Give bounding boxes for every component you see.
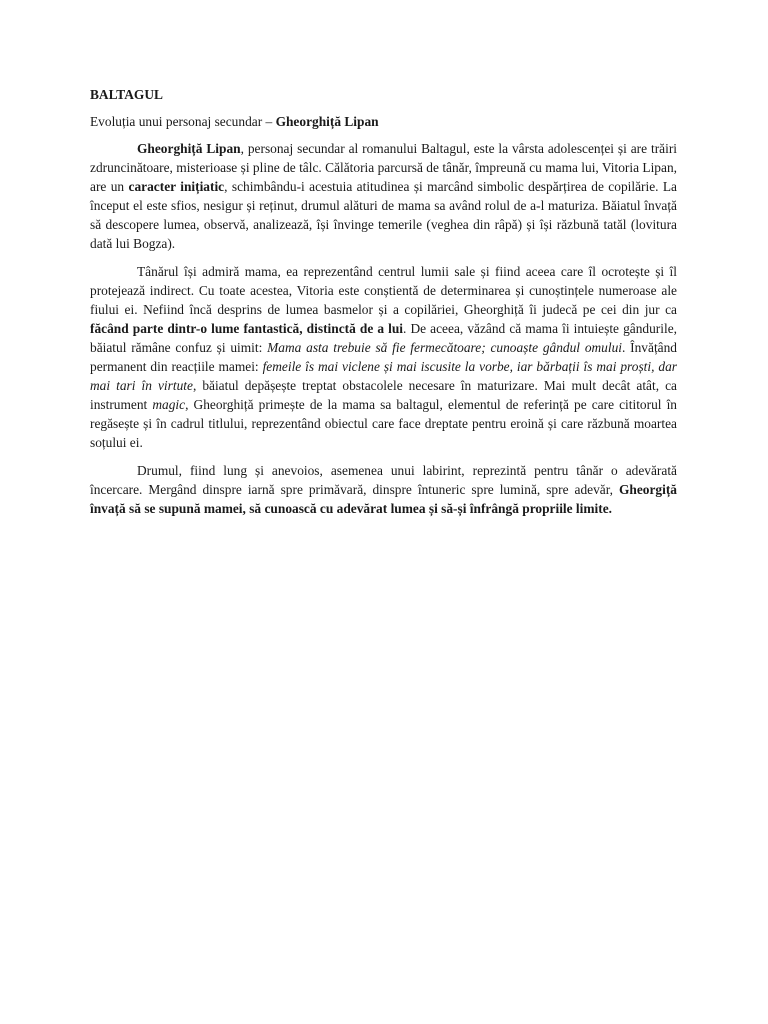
paragraph-3 xyxy=(90,461,677,518)
document-page xyxy=(90,85,677,527)
p2-text-2: . De aceea, văzând că mama îi intuiește gândurile, băiatul rămâne confuz și uimit: xyxy=(90,321,677,355)
document-subtitle xyxy=(90,112,677,131)
p2-text-3: . Învățând permanent din reacțiile mamei: xyxy=(90,340,677,374)
p2-text-4: , băiatul depășește treptat obstacolele necesare în maturizare. Mai mult decât atât, ca instrument xyxy=(90,378,677,412)
p2-text-1: Tânărul își admiră mama, ea reprezentând centrul lumii sale și fiind aceea care îl ocrotește și îl protejează indirect. Cu toate acestea, Vitoria este conștientă de determinarea și cunoștințele numeroase ale fiului ei. Nefiind încă desprins de lumea basmelor și a copilăriei, Gheorghiță îi judecă pe cei din jur ca xyxy=(90,264,677,317)
p3-text-1: Drumul, fiind lung și anevoios, asemenea unui labirint, reprezintă pentru tânăr o adevărată încercare. Mergând dinspre iarnă spre primăvară, dinspre întuneric spre lumină, spre adevăr, xyxy=(90,463,677,497)
p2-quote-1: Mama asta trebuie să fie fermecătoare; cunoaște gândul omului xyxy=(267,340,623,355)
p2-bold-1: făcând parte dintr-o lume fantastică, distinctă de a lui xyxy=(90,321,404,336)
subtitle-name: Gheorghiță Lipan xyxy=(275,114,379,129)
p2-italic-magic: magic xyxy=(152,397,186,412)
p1-text-2: , schimbându-i acestuia atitudinea și marcând simbolic despărțirea de copilărie. La început el este sfios, nesigur și reținut, drumul alături de mama sa având rolul de a-l maturiza. Băiatul învață să descopere lumea, observă, analizează, își învinge temerile (veghea din râpă) și își răzbună tatăl (lovitura dată lui Bogza). xyxy=(90,179,678,251)
document-title: BALTAGUL xyxy=(90,87,163,102)
p1-character-name: Gheorghiță Lipan xyxy=(137,141,241,156)
p1-text-1: , personaj secundar al romanului Baltagul, este la vârsta adolescenței și are trăiri zdruncinătoare, misterioase și pline de tâlc. Călătoria parcursă de tânăr, împreună cu mama lui, Vitoria Lipan, are un xyxy=(90,141,677,194)
p2-text-5: , Gheorghiță primește de la mama sa baltagul, elementul de referință pe care cititorul în regăsește și în cadrul titlului, reprezentând obiectul care face dreptate pentru eroină și care răzbună moartea soțului ei. xyxy=(90,397,678,450)
p3-bold-1: Gheorgiță învață să se supună mamei, să cunoască cu adevărat lumea și să-și înfrângă propriile limite. xyxy=(90,482,677,516)
paragraph-1 xyxy=(90,139,677,253)
p2-quote-2: femeile îs mai viclene și mai iscusite la vorbe, iar bărbații îs mai proști, dar mai tari în virtute xyxy=(90,359,677,393)
subtitle-prefix: Evoluția unui personaj secundar – xyxy=(90,114,276,129)
paragraph-2 xyxy=(90,262,677,452)
p1-bold-1: caracter inițiatic xyxy=(128,179,225,194)
